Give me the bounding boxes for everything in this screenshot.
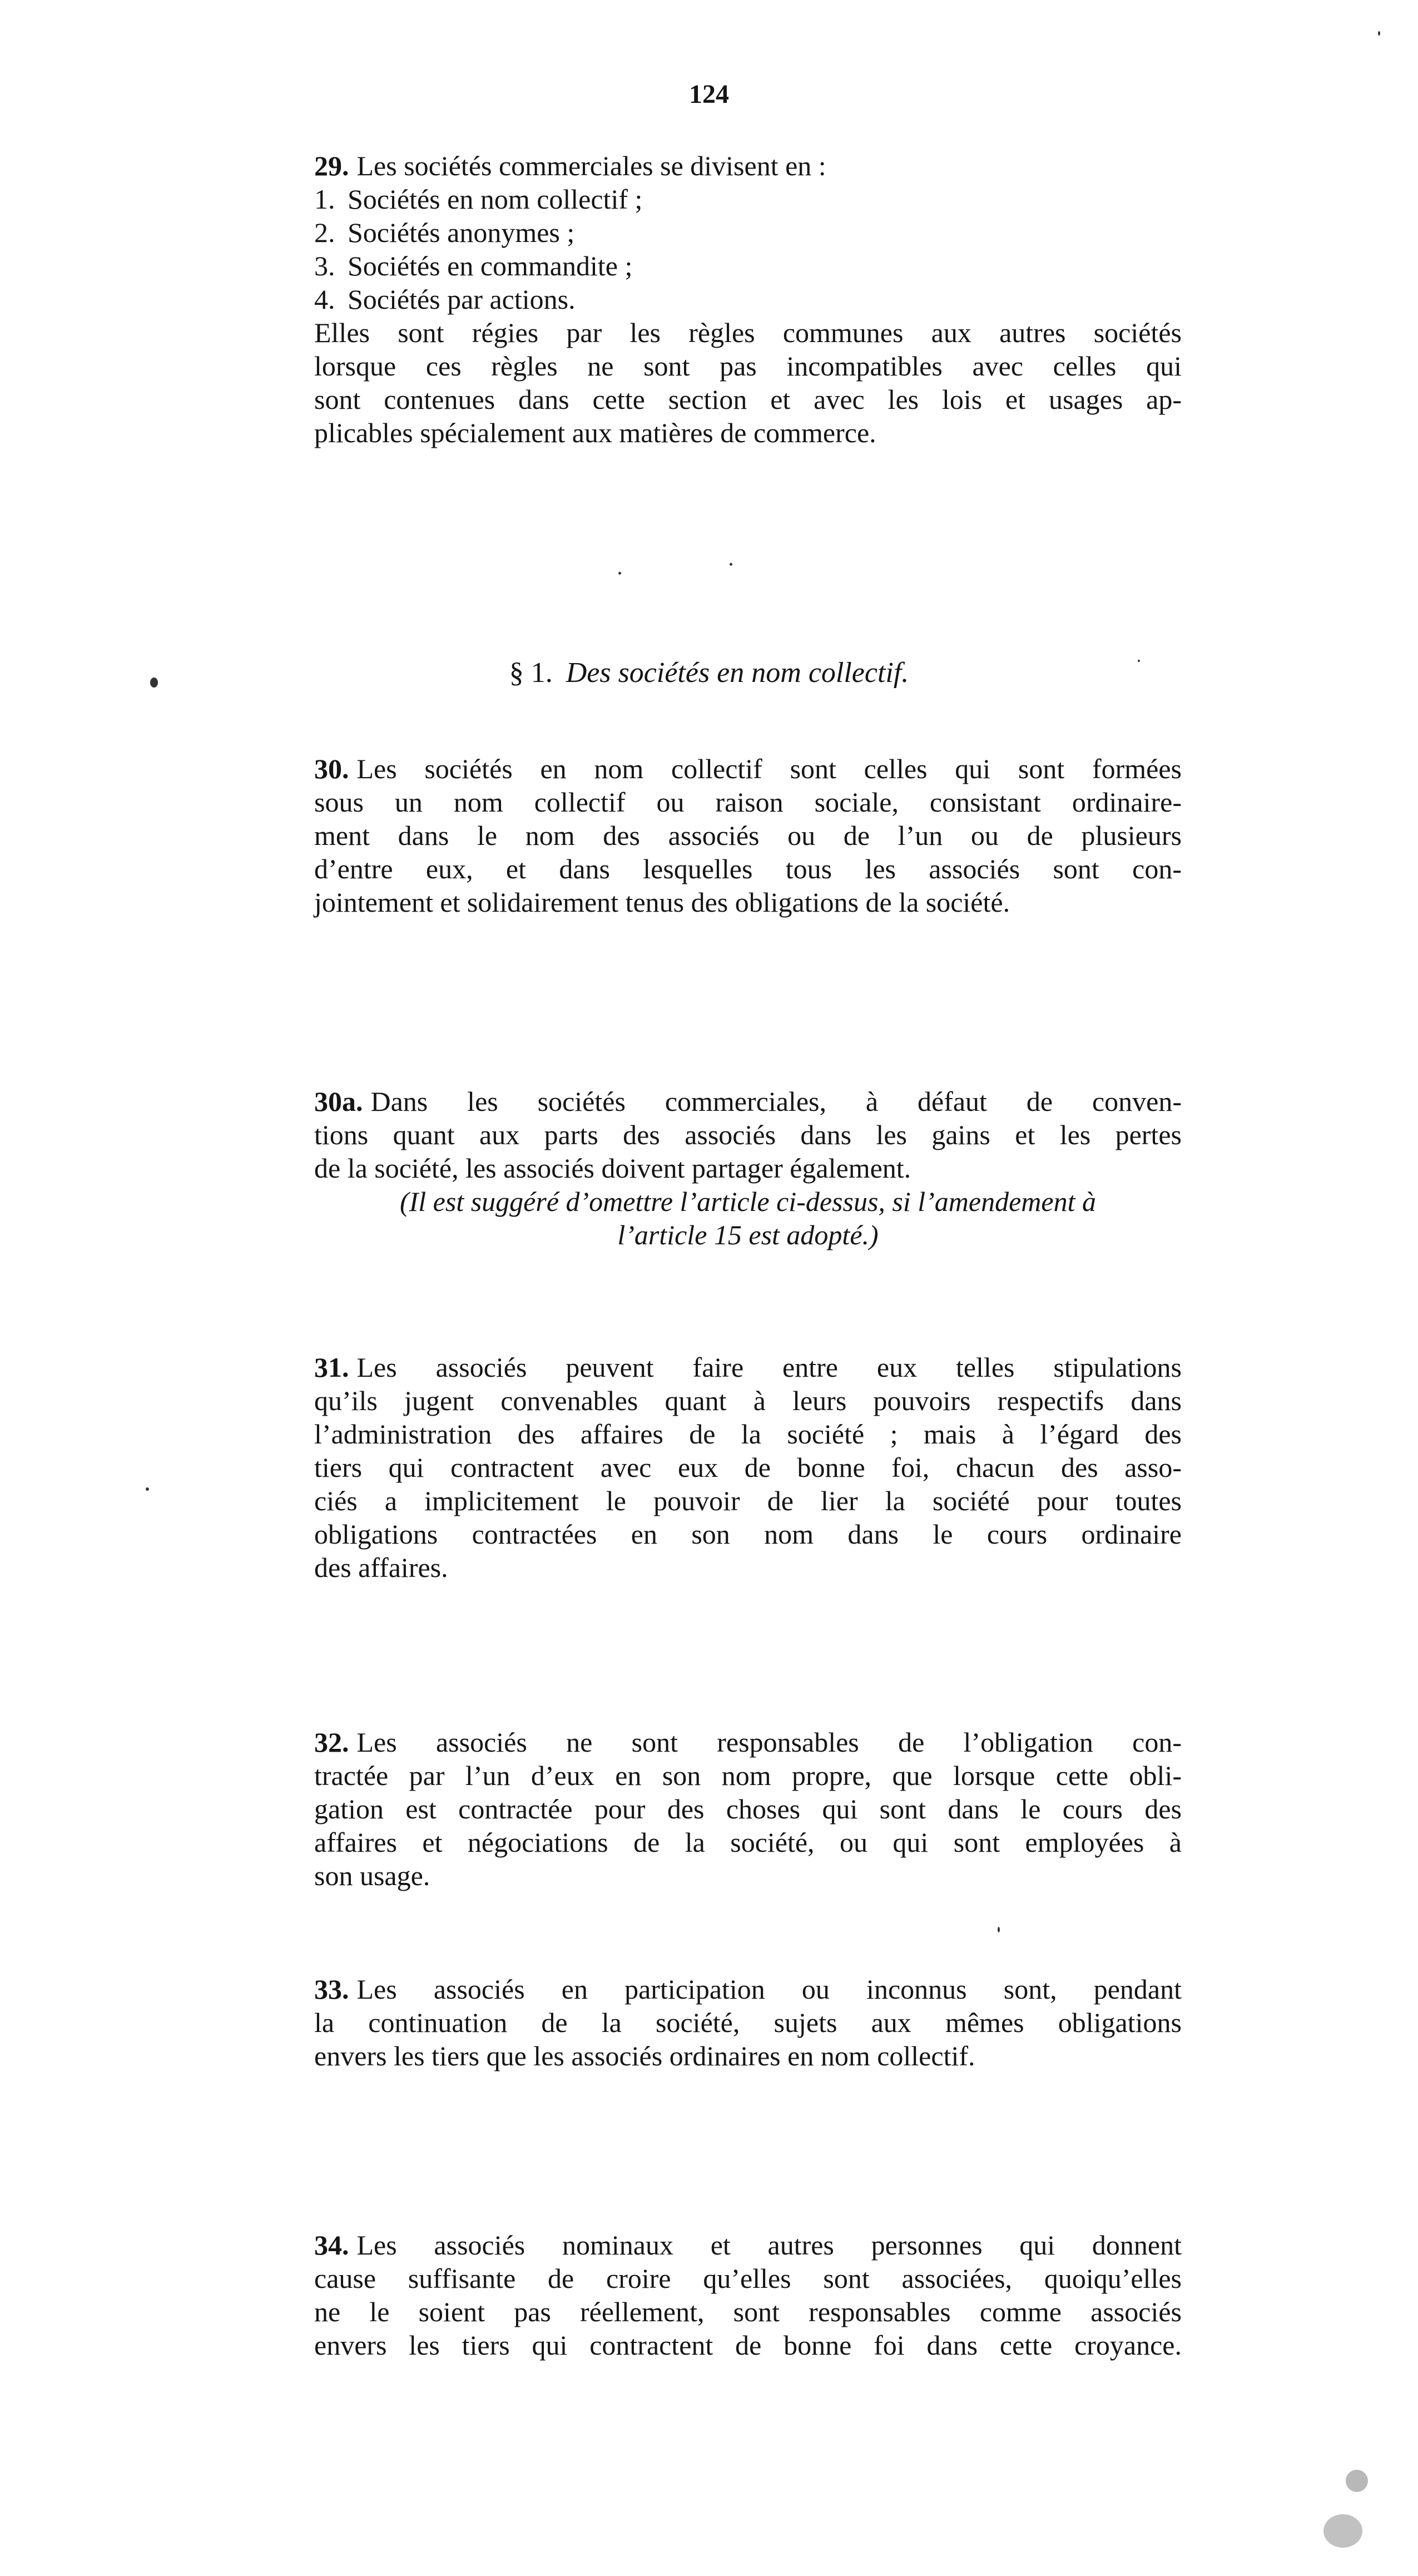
- editorial-note: l’article 15 est adopté.): [617, 1219, 879, 1250]
- text-line: tractée par l’un d’eux en son nom propre, que lorsque cette obli-: [314, 1760, 1182, 1791]
- article-30a: [314, 1085, 1182, 1252]
- scan-speck: [618, 572, 621, 575]
- text-line: l’administration des affaires de la société ; mais à l’égard des: [314, 1418, 1182, 1450]
- article-31: [314, 1351, 1182, 1584]
- text-line: qu’ils jugent convenables quant à leurs pouvoirs respectifs dans: [314, 1385, 1182, 1416]
- text-line: sous un nom collectif ou raison sociale, consistant ordinaire-: [314, 787, 1182, 818]
- text-line: tiers qui contractent avec eux de bonne foi, chacun des asso-: [314, 1452, 1182, 1483]
- text-line: sont contenues dans cette section et avec les lois et usages ap-: [314, 384, 1182, 415]
- text-line: son usage.: [314, 1860, 430, 1891]
- text-line: 31. Les associés peuvent faire entre eux telles stipulations: [314, 1352, 1182, 1383]
- text-line: obligations contractées en son nom dans le cours ordinaire: [314, 1519, 1182, 1550]
- list-item: 2. Sociétés anonymes ;: [314, 217, 575, 248]
- article-34: [314, 2228, 1182, 2362]
- text-line: ne le soient pas réellement, sont responsables comme associés: [314, 2296, 1182, 2327]
- text-line: envers les tiers qui contractent de bonne foi dans cette croyance.: [314, 2330, 1182, 2361]
- article-number: 31.: [314, 1352, 349, 1383]
- text-line: jointement et solidairement tenus des obligations de la société.: [314, 887, 1010, 918]
- article-number: 29.: [314, 150, 349, 181]
- section-title: Des sociétés en nom collectif.: [566, 657, 909, 689]
- text-line: 30. Les sociétés en nom collectif sont celles qui sont formées: [314, 753, 1182, 784]
- list-item: 3. Sociétés en commandite ;: [314, 250, 633, 281]
- text-line: 32. Les associés ne sont responsables de l’obligation con-: [314, 1727, 1182, 1758]
- article-29-intro-line: [314, 149, 1182, 182]
- article-number: 30a.: [314, 1086, 363, 1117]
- text-line: 33. Les associés en participation ou inconnus sont, pendant: [314, 1974, 1182, 2005]
- article-number: 32.: [314, 1727, 349, 1758]
- section-heading: [0, 655, 1418, 691]
- text-line: la continuation de la société, sujets aux mêmes obligations: [314, 2007, 1182, 2038]
- text-line: d’entre eux, et dans lesquelles tous les associés sont con-: [314, 853, 1182, 884]
- section-symbol: § 1.: [509, 657, 553, 689]
- article-33: [314, 1972, 1182, 2073]
- text-line: ment dans le nom des associés ou de l’un ou de plusieurs: [314, 820, 1182, 851]
- article-number: 33.: [314, 1974, 349, 2005]
- list-item: 1. Sociétés en nom collectif ;: [314, 184, 643, 215]
- article-number: 34.: [314, 2229, 349, 2261]
- article-30: [314, 752, 1182, 919]
- scan-speck: [1138, 660, 1140, 662]
- text-line: 30a. Dans les sociétés commerciales, à défaut de conven-: [314, 1086, 1182, 1117]
- text-line: lorsque ces règles ne sont pas incompatibles avec celles qui: [314, 350, 1182, 382]
- article-29: [314, 149, 1182, 449]
- text-line: Elles sont régies par les règles communes aux autres sociétés: [314, 317, 1182, 348]
- text-line: cause suffisante de croire qu’elles sont associées, quoiqu’elles: [314, 2263, 1182, 2294]
- text-line: ciés a implicitement le pouvoir de lier la société pour toutes: [314, 1485, 1182, 1516]
- page-number: 124: [689, 80, 729, 109]
- text-line: envers les tiers que les associés ordinaires en nom collectif.: [314, 2040, 975, 2071]
- text-line: tions quant aux parts des associés dans les gains et les pertes: [314, 1119, 1182, 1150]
- editorial-note: (Il est suggéré d’omettre l’article ci-dessus, si l’amendement à: [399, 1186, 1096, 1217]
- scan-speck: [730, 563, 732, 566]
- text-line: affaires et négociations de la société, ou qui sont employées à: [314, 1827, 1182, 1858]
- text-line: des affaires.: [314, 1552, 448, 1583]
- scan-speck: [998, 1927, 1000, 1932]
- text-line: gation est contractée pour des choses qui sont dans le cours des: [314, 1793, 1182, 1825]
- article-number: 30.: [314, 753, 349, 784]
- scan-speck: [1378, 31, 1380, 36]
- scan-speck: [150, 678, 158, 688]
- scan-speck: [146, 1487, 149, 1491]
- scan-speck: [1323, 2514, 1362, 2548]
- scan-speck: [1346, 2470, 1368, 2492]
- text-line: plicables spécialement aux matières de commerce.: [314, 417, 876, 448]
- article-29-intro: Les sociétés commerciales se divisent en :: [356, 150, 826, 181]
- list-item: 4. Sociétés par actions.: [314, 284, 576, 315]
- text-line: 34. Les associés nominaux et autres personnes qui donnent: [314, 2229, 1182, 2261]
- article-32: [314, 1725, 1182, 1892]
- text-line: de la société, les associés doivent partager également.: [314, 1153, 911, 1184]
